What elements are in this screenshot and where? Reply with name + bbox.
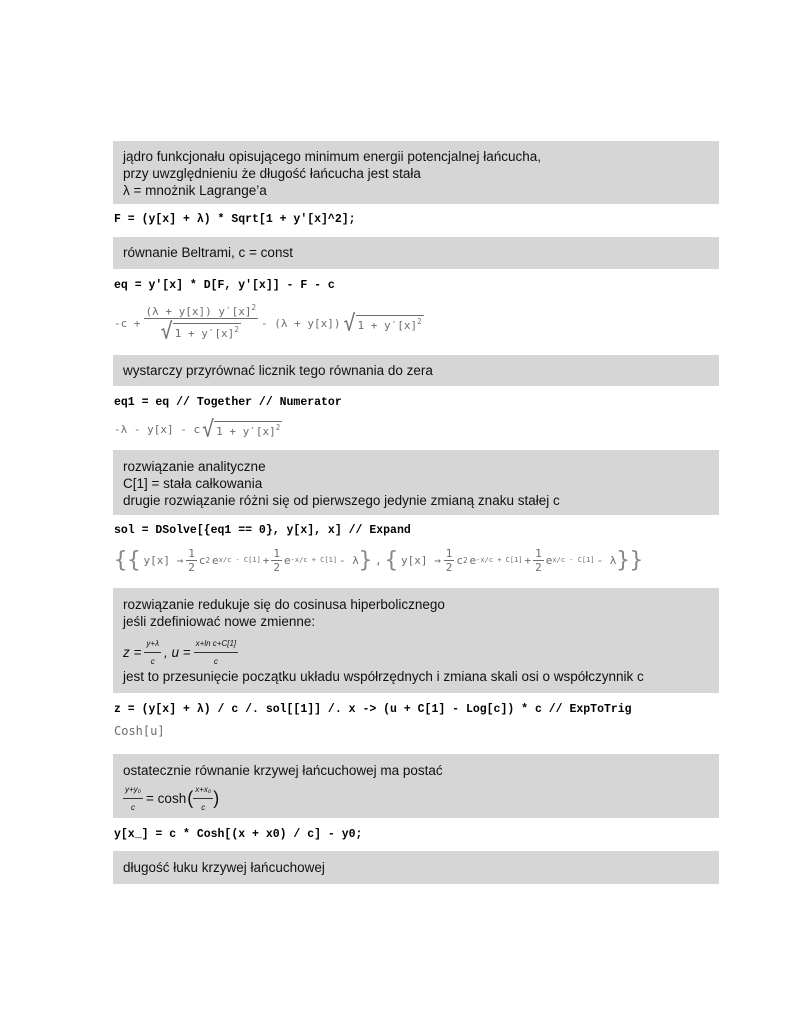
- lhs-fraction: $\frac{\text{y+y₀}}{c}$: [123, 781, 143, 816]
- output-cell-eq1: [114, 416, 282, 442]
- output-fraction: [144, 303, 258, 343]
- sqrt-symbol: √ $1 + y'[x]^2$: [343, 309, 422, 337]
- constant-c: c: [456, 553, 464, 567]
- output-mid: - (λ + y[x]): [260, 316, 341, 330]
- z-label: z =: [123, 644, 142, 660]
- fraction-numerator: (λ + y[x]) y′[x]: [145, 305, 252, 318]
- exponent: -x/c + C[1]: [290, 556, 338, 564]
- text-cell-arc-length[interactable]: [113, 851, 719, 884]
- half-fraction: $\frac{1}{2}$: [188, 546, 195, 574]
- text-cell-numerator[interactable]: [113, 355, 719, 386]
- minus-lambda: - λ: [339, 553, 359, 567]
- input-cell-eq[interactable]: eq = y'[x] * D[F, y'[x]] - F - c: [114, 279, 335, 292]
- output-lead: -λ - y[x] - c: [114, 422, 201, 436]
- input-cell-y[interactable]: y[x_] = c * Cosh[(x + x0) / c] - y0;: [114, 828, 363, 841]
- half-fraction: $\frac{1}{2}$: [445, 546, 453, 574]
- half-fraction: $\frac{1}{2}$: [535, 546, 542, 574]
- input-cell-F[interactable]: F = (y[x] + λ) * Sqrt[1 + y'[x]^2];: [114, 213, 356, 226]
- exponent: 2: [275, 422, 281, 432]
- brace-close: }: [629, 547, 643, 573]
- z-fraction: $\frac{y+\lambda}{c}$: [144, 635, 161, 670]
- exponent: x/c - C[1]: [218, 556, 261, 564]
- text-line: długość łuku krzywej łańcuchowej: [123, 860, 325, 875]
- exponent: x/c - C[1]: [552, 556, 595, 564]
- u-label: , u =: [164, 644, 191, 660]
- text-line: jądro funkcjonału opisującego minimum energii potencjalnej łańcucha,: [123, 149, 541, 164]
- sqrt-symbol: √ $1 + y'[x]^2$: [160, 317, 239, 345]
- text-line: drugie rozwiązanie różni się od pierwszego jedynie zmianą znaku stałej c: [123, 493, 560, 508]
- half-fraction: $\frac{1}{2}$: [273, 546, 281, 574]
- exponent: 2: [251, 303, 256, 312]
- text-cell-functional[interactable]: [113, 141, 719, 204]
- separator: ,: [375, 553, 382, 567]
- output-cell-z: Cosh[u]: [114, 724, 165, 738]
- minus-lambda: - λ: [596, 553, 617, 567]
- input-cell-sol[interactable]: sol = DSolve[{eq1 == 0}, y[x], x] // Expand: [114, 524, 411, 537]
- output-cell-sol: { { y[x] → $\frac{1}{2}$ c 2 e x/c - C[1] + $\frac{1}{2}$ e -x/c + C[1] - λ } , { y[x] → $\frac{1}{2}$ c 2 e -x/c + C[1] + $\frac{1}{2}$ e x/c - C[1] - λ } }: [114, 546, 643, 574]
- text-line: jeśli zdefiniować nowe zmienne:: [123, 614, 316, 629]
- text-cell-cosh[interactable]: [113, 588, 719, 693]
- text-cell-analytic[interactable]: [113, 450, 719, 515]
- text-line: C[1] = stała całkowania: [123, 476, 263, 491]
- rhs-fraction: $\frac{\text{x+x₀}}{c}$: [193, 781, 213, 816]
- radicand: 1 + y′[x]: [357, 318, 418, 332]
- output-lead: -c +: [114, 316, 141, 330]
- constant-c: c: [198, 553, 206, 567]
- text-line: wystarczy przyrównać licznik tego równania do zera: [123, 363, 433, 378]
- exp-base: e: [212, 553, 219, 567]
- text-line: przy uwzględnieniu że długość łańcucha jest stała: [123, 166, 421, 181]
- exp-base: e: [284, 553, 291, 567]
- text-line: λ = mnożnik Lagrange’a: [123, 183, 267, 198]
- text-line: równanie Beltrami, c = const: [123, 245, 293, 260]
- text-cell-beltrami[interactable]: [113, 237, 719, 269]
- input-cell-z[interactable]: z = (y[x] + λ) / c /. sol[[1]] /. x -> (u + C[1] - Log[c]) * c // ExpToTrig: [114, 703, 632, 716]
- output-cell-eq: [114, 300, 424, 346]
- exponent: 2: [205, 555, 211, 565]
- u-fraction: $\frac{\text{x+ln c+C[1]}}{c}$: [194, 635, 238, 670]
- text-line: jest to przesunięcie początku układu współrzędnych i zmiana skali osi o współczynnik c: [123, 669, 644, 684]
- text-cell-catenary[interactable]: [113, 754, 719, 818]
- brace-open: {: [114, 547, 128, 573]
- text-line: rozwiązanie analityczne: [123, 459, 266, 474]
- text-line: rozwiązanie redukuje się do cosinusa hiperbolicznego: [123, 597, 445, 612]
- exponent: 2: [463, 555, 468, 565]
- solution-lhs: y[x] →: [401, 553, 441, 567]
- input-cell-eq1[interactable]: eq1 = eq // Together // Numerator: [114, 396, 342, 409]
- exponent: 2: [234, 324, 239, 334]
- radicand: 1 + y′[x]: [216, 424, 276, 438]
- sqrt-symbol: √ $1 + y'[x]^2$: [202, 415, 281, 443]
- exponent: -x/c + C[1]: [476, 556, 523, 564]
- solution-lhs: y[x] →: [143, 553, 184, 567]
- radicand: 1 + y′[x]: [174, 326, 235, 340]
- exp-base: e: [545, 553, 553, 567]
- catenary-equation: $\frac{\text{y+y₀}}{c}$ = cosh ( $\frac{\text{x+x₀}}{c}$ ): [123, 785, 709, 811]
- exponent: 2: [417, 316, 422, 326]
- text-line: ostatecznie równanie krzywej łańcuchowej ma postać: [123, 763, 443, 778]
- exp-base: e: [469, 553, 477, 567]
- cosh-label: = cosh: [146, 790, 187, 806]
- new-variables: [123, 636, 709, 668]
